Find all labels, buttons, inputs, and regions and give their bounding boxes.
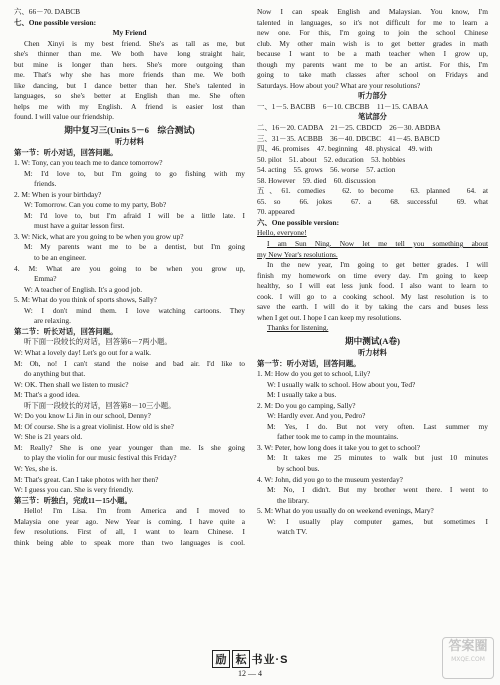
text-line: Malaysia one year ago. New Year is coming. I have quite a	[14, 516, 245, 526]
text-line: 三、31－35. ACBBB 36－40. DBCBC 41－45. BABCD	[257, 133, 440, 143]
text-line: new one. For this, I'm going to join the school Chinese	[257, 28, 488, 38]
text-line: In the new year, I'm going to get better grades. I will	[267, 260, 488, 270]
text-line: 2. M: When is your birthday?	[14, 189, 102, 199]
text-line: 笔试部分	[358, 113, 387, 122]
text-line: W: I usually play computer games, but sometimes I	[267, 516, 488, 526]
text-line: father took me to camp in the mountains.	[277, 432, 399, 442]
text-line: 4. W: John, did you go to the museum yesterday?	[257, 474, 403, 484]
text-line: like dancing, but I dance better than her. She's talented in	[14, 80, 245, 90]
text-line: Thanks for listening.	[267, 323, 329, 333]
text-line: W: Yes, she is.	[14, 463, 58, 473]
text-line: healthy, so I will eat less junk food. I also want to learn to	[257, 281, 488, 291]
text-line: W: A teacher of English. It's a good job.	[24, 284, 143, 294]
text-line: 58. However 59. died 60. discussion	[257, 175, 376, 185]
text-line: Emma?	[34, 274, 57, 284]
text-line: M: My parents want me to be a dentist, but I'm going	[24, 242, 245, 252]
text-line: W: I usually walk to school. How about you, Ted?	[267, 379, 416, 389]
text-line: found. I will value our friendship.	[14, 112, 114, 122]
right-column	[257, 7, 488, 538]
text-line: 第三节：听独白，完成11－15小题。	[14, 495, 132, 505]
text-line: 期中复习三(Units 5－6 综合测试)	[64, 125, 195, 136]
text-line: 50. pilot 51. about 52. education 53. hobbies	[257, 154, 406, 164]
text-line: Now I can speak English and Malaysian. You know, I'm	[257, 7, 488, 16]
text-line: when I get out. I hope I can keep my resolutions.	[257, 312, 402, 322]
text-line: cook. I will go to a cooking school. My last resolution is to	[257, 291, 488, 301]
text-line: think being able to speak more than two languages is cool.	[14, 537, 245, 547]
text-line: 3. W: Nick, what are you going to be when you grow up?	[14, 231, 184, 241]
text-line: to be an engineer.	[34, 253, 87, 263]
text-line: M: Yes, I do. But not very often. Last summer my	[267, 421, 488, 431]
page-number: 12 — 4	[238, 669, 262, 678]
text-line: Chen Xinyi is my best friend. She's as tall as me, but	[24, 38, 245, 48]
watermark-logo: 答案圈 MXQE.COM	[442, 637, 494, 679]
text-line: 3. W: Peter, how long does it take you to get to school?	[257, 442, 421, 452]
page-footer	[0, 650, 500, 678]
text-line: 4. M: What are you going to be when you grow up,	[14, 263, 245, 273]
text-line: must have a guitar lesson first.	[34, 221, 125, 231]
text-line: 65. so 66. jokes 67. a 68. successful 69. what	[257, 196, 488, 206]
text-line: W: OK. Then shall we listen to music?	[14, 379, 129, 389]
text-line: watch TV.	[277, 527, 308, 537]
text-line: M: That's a good idea.	[14, 390, 80, 400]
text-line: to play the violin for our music festival this Friday?	[24, 453, 177, 463]
text-line: she's thinner than me. We both have long straight hair,	[14, 49, 245, 59]
text-line: do anything but that.	[24, 369, 86, 379]
text-line: few resolutions. First of all, I want to learn Chinese. I	[14, 527, 245, 537]
text-line: are relaxing.	[34, 316, 71, 326]
text-line: M: That's great. Can I take photos with her then?	[14, 474, 159, 484]
text-line: going to take math classes after school on Fridays and	[257, 70, 488, 80]
text-line: M: It takes me 25 minutes to walk but just 10 minutes	[267, 453, 488, 463]
text-line: Hello! I'm Lisa. I'm from America and I moved to	[24, 506, 245, 516]
text-line: 70. appeared	[257, 207, 295, 217]
text-line: 第一节：听小对话，回答问题。	[14, 147, 118, 157]
text-line: W: She is 21 years old.	[14, 432, 83, 442]
text-line: 二、16－20. CADBA 21－25. CBDCD 26－30. ABDBA	[257, 123, 441, 133]
text-line: 1. W: Tony, can you teach me to dance tomorrow?	[14, 158, 163, 168]
text-line: 一、1－5. BACBB 6－10. CBCBB 11－15. CABAA	[257, 101, 429, 111]
text-line: 六、One possible version:	[257, 217, 340, 227]
text-line: M: I usually take a bus.	[267, 390, 337, 400]
text-line: 期中测试(A卷)	[345, 335, 400, 346]
text-line: M: Of course. She is a great violinist. How old is she?	[14, 421, 174, 431]
text-line: W: Tomorrow. Can you come to my party, Bob?	[24, 200, 167, 210]
text-line: 5. M: What do you think of sports shows, Sally?	[14, 295, 157, 305]
text-line: 1. M: How do you get to school, Lily?	[257, 369, 371, 379]
text-line: Saturdays. How about you? What are your resolutions?	[257, 80, 421, 90]
text-line: Hello, everyone!	[257, 228, 307, 238]
text-line: W: I don't mind them. I love watching cartoons. They	[24, 305, 245, 315]
text-line: my New Year's resolutions.	[257, 249, 338, 259]
text-line: 四、46. promises 47. beginning 48. physical 49. with	[257, 144, 433, 154]
text-line: 听力材料	[358, 348, 387, 357]
text-line: 5. M: What do you usually do on weekend evenings, Mary?	[257, 506, 434, 516]
text-line: save the earth. I will do it by taking the cars and buses less	[257, 302, 488, 312]
text-line: 54. acting 55. grows 56. worse 57. action	[257, 165, 396, 175]
left-column	[14, 7, 245, 548]
text-line: W: Hardly ever. And you, Pedro?	[267, 411, 366, 421]
text-line: though my parents want me to be an artist. For this, I'm	[257, 59, 488, 69]
text-line: club. My other main wish is to get better grades in math	[257, 38, 488, 48]
text-line: 听力材料	[115, 138, 144, 147]
text-line: W: Do you know Li Jin in our school, Denny?	[14, 411, 151, 421]
text-line: 听下面一段较长的对话，回答第6－7两小题。	[24, 337, 172, 347]
text-line: because I want to be a math teacher when I grow up,	[257, 49, 488, 59]
text-line: W: I guess you can. She is very friendly.	[14, 485, 134, 495]
text-line: helps me with my English. A friend is easier lost than	[14, 101, 245, 111]
text-line: languages, so she's better at English than me. She often	[14, 91, 245, 101]
text-line: finish my homework on time every day. I'm going to keep	[257, 270, 488, 280]
text-line: M: I'd love to, but I'm afraid I will be a little late. I	[24, 210, 245, 220]
text-line: the library.	[277, 495, 309, 505]
text-line: 六、66－70. DABCB	[14, 7, 81, 16]
text-line: 五、61. comedies 62. to become 63. planned 64. at	[257, 186, 488, 196]
text-line: W: What a lovely day! Let's go out for a walk.	[14, 347, 151, 357]
publisher-logo: 励 耘 书业·S	[0, 650, 500, 668]
text-line: 七、One possible version:	[14, 17, 97, 27]
text-line: I am Sun Ning. Now let me tell you something about	[267, 239, 488, 249]
text-line: 第二节：听长对话，回答问题。	[14, 326, 118, 336]
text-line: me. That's why she has more friends than me. We both	[14, 70, 245, 80]
text-line: My Friend	[112, 28, 147, 38]
text-line: 听下面一段较长的对话，回答第8－10三小题。	[24, 400, 176, 410]
text-line: M: Oh, no! I can't stand the noise and bad air. I'd like to	[14, 358, 245, 368]
text-line: 2. M: Do you go camping, Sally?	[257, 400, 356, 410]
text-line: friends.	[34, 179, 57, 189]
text-line: talented in languages, so it's not difficult for me to learn a	[257, 17, 488, 27]
text-line: M: I'd love to, but I'm going to go fishing with my	[24, 168, 245, 178]
text-line: 第一节：听小对话，回答问题。	[257, 358, 361, 368]
text-line: 听力部分	[358, 92, 387, 101]
text-line: M: Really? She is one year younger than me. Is she going	[14, 442, 245, 452]
text-line: M: No, I didn't. But my brother went there. I went to	[267, 485, 488, 495]
text-line: by school bus.	[277, 463, 320, 473]
text-line: but mine is longer than hers. She's more outgoing than	[14, 59, 245, 69]
